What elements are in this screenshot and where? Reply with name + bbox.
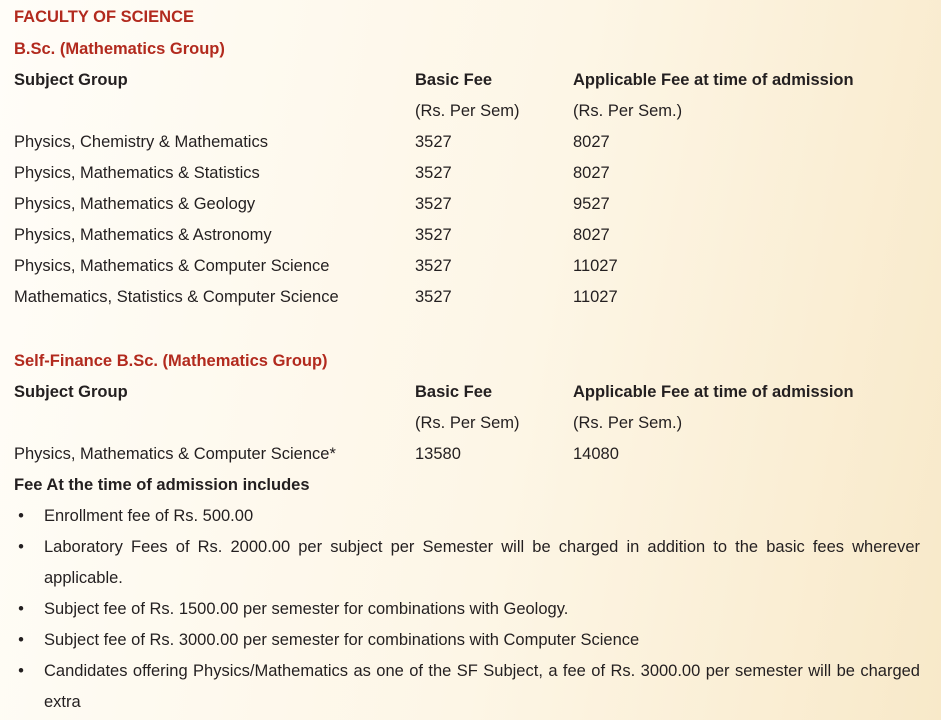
section2-title: Self-Finance B.Sc. (Mathematics Group) (14, 352, 328, 370)
section1-header-row (0, 71, 941, 95)
subject-group: Physics, Chemistry & Mathematics (14, 133, 268, 151)
section2-subheader-row (0, 414, 941, 438)
applicable-fee: 11027 (573, 288, 618, 306)
section2-header-basic: Basic Fee (415, 383, 493, 401)
section1-header-applicable-unit: (Rs. Per Sem.) (573, 102, 683, 120)
subject-group: Physics, Mathematics & Geology (14, 195, 256, 213)
basic-fee: 3527 (415, 288, 452, 306)
bullet-icon: • (18, 538, 24, 556)
section2-header-row (0, 383, 941, 407)
bullet-icon: • (18, 631, 24, 649)
bullet-icon: • (18, 600, 24, 618)
subject-group: Physics, Mathematics & Computer Science (14, 257, 330, 275)
basic-fee: 3527 (415, 164, 452, 182)
table-row (0, 133, 941, 157)
table-row (0, 288, 941, 312)
applicable-fee: 9527 (573, 195, 610, 213)
list-item-text: Subject fee of Rs. 3000.00 per semester for combinations with Computer Science (44, 631, 640, 649)
subject-group: Physics, Mathematics & Statistics (14, 164, 260, 182)
applicable-fee: 8027 (573, 226, 610, 244)
subject-group: Mathematics, Statistics & Computer Science (14, 288, 339, 306)
section1-header-applicable: Applicable Fee at time of admission (573, 71, 854, 89)
section2-header-subject: Subject Group (14, 383, 128, 401)
applicable-fee: 8027 (573, 133, 610, 151)
table-row (0, 226, 941, 250)
bullet-icon: • (18, 662, 24, 680)
list-item-text: Laboratory Fees of Rs. 2000.00 per subject per Semester will be charged in addition to the basic fees wherever applicable. (44, 538, 920, 587)
table-row (0, 257, 941, 281)
section1-header-subject: Subject Group (14, 71, 128, 89)
list-item-text: Candidates offering Physics/Mathematics as one of the SF Subject, a fee of Rs. 3000.00 per semester will be charged extra (44, 662, 920, 711)
basic-fee: 3527 (415, 133, 452, 151)
section2-header-applicable: Applicable Fee at time of admission (573, 383, 854, 401)
list-item (0, 532, 941, 594)
list-item-text: Subject fee of Rs. 1500.00 per semester for combinations with Geology. (44, 600, 569, 618)
table-row (0, 164, 941, 188)
applicable-fee: 11027 (573, 257, 618, 275)
section1-header-basic-unit: (Rs. Per Sem) (415, 102, 520, 120)
section1-title: B.Sc. (Mathematics Group) (14, 40, 225, 58)
list-item-text: Enrollment fee of Rs. 500.00 (44, 507, 254, 525)
basic-fee: 13580 (415, 445, 461, 463)
list-item (0, 656, 941, 718)
basic-fee: 3527 (415, 195, 452, 213)
subject-group: Physics, Mathematics & Computer Science* (14, 445, 336, 463)
basic-fee: 3527 (415, 226, 452, 244)
table-row (0, 195, 941, 219)
fees-note-title: Fee At the time of admission includes (14, 476, 310, 494)
basic-fee: 3527 (415, 257, 452, 275)
list-item (0, 625, 941, 656)
table-row (0, 445, 941, 469)
subject-group: Physics, Mathematics & Astronomy (14, 226, 272, 244)
list-item (0, 501, 941, 532)
bullet-icon: • (18, 507, 24, 525)
section1-subheader-row (0, 102, 941, 126)
faculty-title: FACULTY OF SCIENCE (14, 8, 194, 26)
section1-header-basic: Basic Fee (415, 71, 493, 89)
section2-header-applicable-unit: (Rs. Per Sem.) (573, 414, 683, 432)
list-item (0, 594, 941, 625)
section2-header-basic-unit: (Rs. Per Sem) (415, 414, 520, 432)
applicable-fee: 14080 (573, 445, 619, 463)
applicable-fee: 8027 (573, 164, 610, 182)
